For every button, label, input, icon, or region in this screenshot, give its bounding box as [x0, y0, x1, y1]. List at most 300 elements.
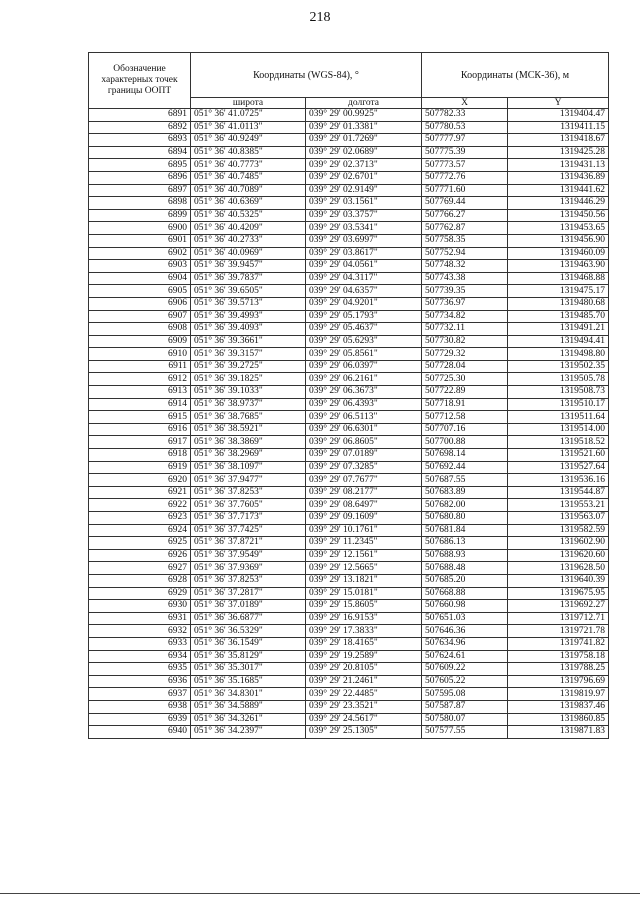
table-row: [89, 537, 609, 550]
x-cell: 507646.36: [422, 625, 508, 638]
x-cell: 507729.32: [422, 348, 508, 361]
table-row: [89, 222, 609, 235]
longitude-cell: 039° 29' 02.9149": [306, 184, 422, 197]
point-id-cell: 6893: [89, 134, 191, 147]
x-cell: 507609.22: [422, 663, 508, 676]
x-cell: 507681.84: [422, 524, 508, 537]
point-id-cell: 6903: [89, 260, 191, 273]
point-id-cell: 6894: [89, 146, 191, 159]
longitude-cell: 039° 29' 04.9201": [306, 297, 422, 310]
page-number: 218: [309, 10, 331, 25]
table-row: [89, 524, 609, 537]
point-id-cell: 6927: [89, 562, 191, 575]
table-row: [89, 474, 609, 487]
x-cell: 507766.27: [422, 209, 508, 222]
longitude-cell: 039° 29' 02.6701": [306, 171, 422, 184]
x-cell: 507769.44: [422, 197, 508, 210]
y-cell: 1319819.97: [508, 688, 609, 701]
x-cell: 507634.96: [422, 637, 508, 650]
point-id-cell: 6916: [89, 423, 191, 436]
y-cell: 1319418.67: [508, 134, 609, 147]
table-row: [89, 436, 609, 449]
y-cell: 1319527.64: [508, 461, 609, 474]
longitude-cell: 039° 29' 06.4393": [306, 398, 422, 411]
y-cell: 1319544.87: [508, 486, 609, 499]
table-row: [89, 587, 609, 600]
x-cell: 507777.97: [422, 134, 508, 147]
longitude-cell: 039° 29' 15.0181": [306, 587, 422, 600]
x-cell: 507732.11: [422, 323, 508, 336]
latitude-cell: 051° 36' 38.5921": [191, 423, 306, 436]
latitude-cell: 051° 36' 40.8385": [191, 146, 306, 159]
longitude-cell: 039° 29' 04.6357": [306, 285, 422, 298]
x-cell: 507682.00: [422, 499, 508, 512]
longitude-cell: 039° 29' 12.5665": [306, 562, 422, 575]
point-id-cell: 6896: [89, 171, 191, 184]
longitude-cell: 039° 29' 08.2177": [306, 486, 422, 499]
table-row: [89, 449, 609, 462]
table-row: [89, 121, 609, 134]
point-id-cell: 6895: [89, 159, 191, 172]
point-id-cell: 6904: [89, 272, 191, 285]
y-cell: 1319553.21: [508, 499, 609, 512]
longitude-cell: 039° 29' 23.3521": [306, 700, 422, 713]
longitude-cell: 039° 29' 03.3757": [306, 209, 422, 222]
latitude-cell: 051° 36' 35.1685": [191, 675, 306, 688]
x-cell: 507580.07: [422, 713, 508, 726]
latitude-cell: 051° 36' 39.9457": [191, 260, 306, 273]
longitude-cell: 039° 29' 15.8605": [306, 600, 422, 613]
header-wgs84: Координаты (WGS-84), °: [191, 53, 422, 98]
x-cell: 507577.55: [422, 726, 508, 739]
y-cell: 1319494.41: [508, 335, 609, 348]
y-cell: 1319518.52: [508, 436, 609, 449]
table-row: [89, 688, 609, 701]
y-cell: 1319628.50: [508, 562, 609, 575]
y-cell: 1319456.90: [508, 234, 609, 247]
latitude-cell: 051° 36' 40.6369": [191, 197, 306, 210]
latitude-cell: 051° 36' 40.7485": [191, 171, 306, 184]
table-row: [89, 348, 609, 361]
header-designation: Обозначение характерных точек границы ООПТ: [89, 53, 191, 109]
point-id-cell: 6908: [89, 323, 191, 336]
point-id-cell: 6928: [89, 574, 191, 587]
y-cell: 1319563.07: [508, 512, 609, 525]
x-cell: 507752.94: [422, 247, 508, 260]
header-latitude: широта: [191, 98, 306, 109]
table-row: [89, 335, 609, 348]
x-cell: 507685.20: [422, 574, 508, 587]
x-cell: 507624.61: [422, 650, 508, 663]
latitude-cell: 051° 36' 40.2733": [191, 234, 306, 247]
y-cell: 1319450.56: [508, 209, 609, 222]
latitude-cell: 051° 36' 39.4093": [191, 323, 306, 336]
longitude-cell: 039° 29' 05.8561": [306, 348, 422, 361]
point-id-cell: 6902: [89, 247, 191, 260]
point-id-cell: 6913: [89, 386, 191, 399]
longitude-cell: 039° 29' 03.8617": [306, 247, 422, 260]
y-cell: 1319582.59: [508, 524, 609, 537]
table-row: [89, 574, 609, 587]
point-id-cell: 6911: [89, 360, 191, 373]
point-id-cell: 6920: [89, 474, 191, 487]
longitude-cell: 039° 29' 25.1305": [306, 726, 422, 739]
point-id-cell: 6898: [89, 197, 191, 210]
longitude-cell: 039° 29' 03.5341": [306, 222, 422, 235]
header-y: Y: [508, 98, 609, 109]
x-cell: 507587.87: [422, 700, 508, 713]
y-cell: 1319441.62: [508, 184, 609, 197]
latitude-cell: 051° 36' 35.8129": [191, 650, 306, 663]
x-cell: 507743.38: [422, 272, 508, 285]
y-cell: 1319475.17: [508, 285, 609, 298]
table-row: [89, 411, 609, 424]
y-cell: 1319498.80: [508, 348, 609, 361]
point-id-cell: 6930: [89, 600, 191, 613]
longitude-cell: 039° 29' 13.1821": [306, 574, 422, 587]
longitude-cell: 039° 29' 03.6997": [306, 234, 422, 247]
latitude-cell: 051° 36' 34.3261": [191, 713, 306, 726]
longitude-cell: 039° 29' 07.7677": [306, 474, 422, 487]
table-row: [89, 310, 609, 323]
table-row: [89, 209, 609, 222]
x-cell: 507775.39: [422, 146, 508, 159]
y-cell: 1319692.27: [508, 600, 609, 613]
x-cell: 507692.44: [422, 461, 508, 474]
table-row: [89, 512, 609, 525]
point-id-cell: 6926: [89, 549, 191, 562]
y-cell: 1319521.60: [508, 449, 609, 462]
x-cell: 507683.89: [422, 486, 508, 499]
x-cell: 507730.82: [422, 335, 508, 348]
latitude-cell: 051° 36' 39.1033": [191, 386, 306, 399]
table-row: [89, 109, 609, 122]
latitude-cell: 051° 36' 39.1825": [191, 373, 306, 386]
table-row: [89, 146, 609, 159]
point-id-cell: 6909: [89, 335, 191, 348]
longitude-cell: 039° 29' 07.0189": [306, 449, 422, 462]
point-id-cell: 6910: [89, 348, 191, 361]
table-row: [89, 247, 609, 260]
point-id-cell: 6912: [89, 373, 191, 386]
table-row: [89, 499, 609, 512]
y-cell: 1319758.18: [508, 650, 609, 663]
longitude-cell: 039° 29' 17.3833": [306, 625, 422, 638]
table-row: [89, 197, 609, 210]
latitude-cell: 051° 36' 40.4209": [191, 222, 306, 235]
longitude-cell: 039° 29' 09.1609": [306, 512, 422, 525]
table-row: [89, 726, 609, 739]
longitude-cell: 039° 29' 06.3673": [306, 386, 422, 399]
y-cell: 1319404.47: [508, 109, 609, 122]
y-cell: 1319463.90: [508, 260, 609, 273]
point-id-cell: 6922: [89, 499, 191, 512]
latitude-cell: 051° 36' 39.5713": [191, 297, 306, 310]
point-id-cell: 6929: [89, 587, 191, 600]
latitude-cell: 051° 36' 36.5329": [191, 625, 306, 638]
longitude-cell: 039° 29' 05.1793": [306, 310, 422, 323]
x-cell: 507687.55: [422, 474, 508, 487]
point-id-cell: 6924: [89, 524, 191, 537]
longitude-cell: 039° 29' 03.1561": [306, 197, 422, 210]
longitude-cell: 039° 29' 06.6301": [306, 423, 422, 436]
latitude-cell: 051° 36' 40.0969": [191, 247, 306, 260]
point-id-cell: 6925: [89, 537, 191, 550]
latitude-cell: 051° 36' 34.2397": [191, 726, 306, 739]
longitude-cell: 039° 29' 06.8605": [306, 436, 422, 449]
y-cell: 1319741.82: [508, 637, 609, 650]
latitude-cell: 051° 36' 34.5889": [191, 700, 306, 713]
y-cell: 1319620.60: [508, 549, 609, 562]
latitude-cell: 051° 36' 35.3017": [191, 663, 306, 676]
x-cell: 507736.97: [422, 297, 508, 310]
y-cell: 1319460.09: [508, 247, 609, 260]
latitude-cell: 051° 36' 38.9737": [191, 398, 306, 411]
latitude-cell: 051° 36' 39.7837": [191, 272, 306, 285]
table-row: [89, 184, 609, 197]
table-body: [89, 109, 609, 739]
point-id-cell: 6923: [89, 512, 191, 525]
y-cell: 1319675.95: [508, 587, 609, 600]
x-cell: 507771.60: [422, 184, 508, 197]
y-cell: 1319837.46: [508, 700, 609, 713]
table-header: [89, 53, 609, 109]
point-id-cell: 6901: [89, 234, 191, 247]
point-id-cell: 6915: [89, 411, 191, 424]
y-cell: 1319480.68: [508, 297, 609, 310]
x-cell: 507782.33: [422, 109, 508, 122]
longitude-cell: 039° 29' 04.0561": [306, 260, 422, 273]
latitude-cell: 051° 36' 37.8253": [191, 574, 306, 587]
point-id-cell: 6899: [89, 209, 191, 222]
latitude-cell: 051° 36' 38.2969": [191, 449, 306, 462]
table-row: [89, 612, 609, 625]
table-row: [89, 600, 609, 613]
y-cell: 1319602.90: [508, 537, 609, 550]
header-longitude: долгота: [306, 98, 422, 109]
latitude-cell: 051° 36' 40.9249": [191, 134, 306, 147]
x-cell: 507772.76: [422, 171, 508, 184]
y-cell: 1319721.78: [508, 625, 609, 638]
y-cell: 1319508.73: [508, 386, 609, 399]
table-row: [89, 486, 609, 499]
x-cell: 507780.53: [422, 121, 508, 134]
latitude-cell: 051° 36' 40.7773": [191, 159, 306, 172]
y-cell: 1319446.29: [508, 197, 609, 210]
latitude-cell: 051° 36' 40.7089": [191, 184, 306, 197]
point-id-cell: 6938: [89, 700, 191, 713]
x-cell: 507668.88: [422, 587, 508, 600]
latitude-cell: 051° 36' 39.2725": [191, 360, 306, 373]
table-row: [89, 171, 609, 184]
latitude-cell: 051° 36' 37.8721": [191, 537, 306, 550]
latitude-cell: 051° 36' 40.5325": [191, 209, 306, 222]
longitude-cell: 039° 29' 24.5617": [306, 713, 422, 726]
table-row: [89, 360, 609, 373]
latitude-cell: 051° 36' 41.0725": [191, 109, 306, 122]
table-row: [89, 297, 609, 310]
point-id-cell: 6900: [89, 222, 191, 235]
table-row: [89, 272, 609, 285]
x-cell: 507688.93: [422, 549, 508, 562]
latitude-cell: 051° 36' 37.9549": [191, 549, 306, 562]
point-id-cell: 6891: [89, 109, 191, 122]
table-row: [89, 625, 609, 638]
y-cell: 1319425.28: [508, 146, 609, 159]
longitude-cell: 039° 29' 11.2345": [306, 537, 422, 550]
point-id-cell: 6931: [89, 612, 191, 625]
x-cell: 507722.89: [422, 386, 508, 399]
y-cell: 1319640.39: [508, 574, 609, 587]
y-cell: 1319431.13: [508, 159, 609, 172]
latitude-cell: 051° 36' 37.2817": [191, 587, 306, 600]
y-cell: 1319505.78: [508, 373, 609, 386]
y-cell: 1319468.88: [508, 272, 609, 285]
y-cell: 1319411.15: [508, 121, 609, 134]
table-row: [89, 285, 609, 298]
longitude-cell: 039° 29' 01.7269": [306, 134, 422, 147]
table-row: [89, 713, 609, 726]
latitude-cell: 051° 36' 37.0189": [191, 600, 306, 613]
point-id-cell: 6907: [89, 310, 191, 323]
latitude-cell: 051° 36' 36.1549": [191, 637, 306, 650]
x-cell: 507739.35: [422, 285, 508, 298]
x-cell: 507700.88: [422, 436, 508, 449]
latitude-cell: 051° 36' 37.8253": [191, 486, 306, 499]
y-cell: 1319510.17: [508, 398, 609, 411]
x-cell: 507773.57: [422, 159, 508, 172]
x-cell: 507680.80: [422, 512, 508, 525]
latitude-cell: 051° 36' 37.7173": [191, 512, 306, 525]
y-cell: 1319491.21: [508, 323, 609, 336]
point-id-cell: 6932: [89, 625, 191, 638]
point-id-cell: 6917: [89, 436, 191, 449]
longitude-cell: 039° 29' 02.0689": [306, 146, 422, 159]
latitude-cell: 051° 36' 37.7605": [191, 499, 306, 512]
table-row: [89, 549, 609, 562]
x-cell: 507728.04: [422, 360, 508, 373]
latitude-cell: 051° 36' 38.3869": [191, 436, 306, 449]
y-cell: 1319871.83: [508, 726, 609, 739]
table-row: [89, 637, 609, 650]
x-cell: 507698.14: [422, 449, 508, 462]
latitude-cell: 051° 36' 37.9477": [191, 474, 306, 487]
longitude-cell: 039° 29' 22.4485": [306, 688, 422, 701]
y-cell: 1319796.69: [508, 675, 609, 688]
point-id-cell: 6892: [89, 121, 191, 134]
x-cell: 507725.30: [422, 373, 508, 386]
y-cell: 1319485.70: [508, 310, 609, 323]
x-cell: 507651.03: [422, 612, 508, 625]
table-row: [89, 700, 609, 713]
y-cell: 1319712.71: [508, 612, 609, 625]
x-cell: 507595.08: [422, 688, 508, 701]
x-cell: 507686.13: [422, 537, 508, 550]
y-cell: 1319514.00: [508, 423, 609, 436]
longitude-cell: 039° 29' 19.2589": [306, 650, 422, 663]
latitude-cell: 051° 36' 41.0113": [191, 121, 306, 134]
latitude-cell: 051° 36' 39.6505": [191, 285, 306, 298]
table-row: [89, 373, 609, 386]
longitude-cell: 039° 29' 16.9153": [306, 612, 422, 625]
table-row: [89, 159, 609, 172]
table-row: [89, 134, 609, 147]
y-cell: 1319860.85: [508, 713, 609, 726]
point-id-cell: 6919: [89, 461, 191, 474]
x-cell: 507605.22: [422, 675, 508, 688]
longitude-cell: 039° 29' 08.6497": [306, 499, 422, 512]
longitude-cell: 039° 29' 10.1761": [306, 524, 422, 537]
table-row: [89, 260, 609, 273]
longitude-cell: 039° 29' 06.5113": [306, 411, 422, 424]
table-row: [89, 234, 609, 247]
point-id-cell: 6934: [89, 650, 191, 663]
table-row: [89, 650, 609, 663]
point-id-cell: 6933: [89, 637, 191, 650]
y-cell: 1319511.64: [508, 411, 609, 424]
point-id-cell: 6914: [89, 398, 191, 411]
point-id-cell: 6905: [89, 285, 191, 298]
point-id-cell: 6906: [89, 297, 191, 310]
longitude-cell: 039° 29' 21.2461": [306, 675, 422, 688]
latitude-cell: 051° 36' 34.8301": [191, 688, 306, 701]
table-row: [89, 323, 609, 336]
longitude-cell: 039° 29' 07.3285": [306, 461, 422, 474]
longitude-cell: 039° 29' 00.9925": [306, 109, 422, 122]
table-row: [89, 398, 609, 411]
table-row: [89, 423, 609, 436]
point-id-cell: 6897: [89, 184, 191, 197]
point-id-cell: 6918: [89, 449, 191, 462]
y-cell: 1319788.25: [508, 663, 609, 676]
table-row: [89, 675, 609, 688]
longitude-cell: 039° 29' 05.6293": [306, 335, 422, 348]
x-cell: 507707.16: [422, 423, 508, 436]
y-cell: 1319453.65: [508, 222, 609, 235]
point-id-cell: 6939: [89, 713, 191, 726]
table-row: [89, 386, 609, 399]
x-cell: 507748.32: [422, 260, 508, 273]
latitude-cell: 051° 36' 37.7425": [191, 524, 306, 537]
x-cell: 507734.82: [422, 310, 508, 323]
point-id-cell: 6921: [89, 486, 191, 499]
latitude-cell: 051° 36' 37.9369": [191, 562, 306, 575]
point-id-cell: 6936: [89, 675, 191, 688]
longitude-cell: 039° 29' 12.1561": [306, 549, 422, 562]
latitude-cell: 051° 36' 39.3661": [191, 335, 306, 348]
latitude-cell: 051° 36' 38.7685": [191, 411, 306, 424]
point-id-cell: 6937: [89, 688, 191, 701]
x-cell: 507712.58: [422, 411, 508, 424]
table-row: [89, 461, 609, 474]
y-cell: 1319502.35: [508, 360, 609, 373]
longitude-cell: 039° 29' 04.3117": [306, 272, 422, 285]
longitude-cell: 039° 29' 06.2161": [306, 373, 422, 386]
header-msk36: Координаты (МСК-36), м: [422, 53, 609, 98]
latitude-cell: 051° 36' 39.3157": [191, 348, 306, 361]
longitude-cell: 039° 29' 01.3381": [306, 121, 422, 134]
y-cell: 1319436.89: [508, 171, 609, 184]
longitude-cell: 039° 29' 05.4637": [306, 323, 422, 336]
x-cell: 507718.91: [422, 398, 508, 411]
point-id-cell: 6935: [89, 663, 191, 676]
x-cell: 507758.35: [422, 234, 508, 247]
longitude-cell: 039° 29' 18.4165": [306, 637, 422, 650]
coordinates-table: [88, 52, 609, 739]
latitude-cell: 051° 36' 36.6877": [191, 612, 306, 625]
longitude-cell: 039° 29' 06.0397": [306, 360, 422, 373]
footer-divider: [0, 893, 640, 894]
